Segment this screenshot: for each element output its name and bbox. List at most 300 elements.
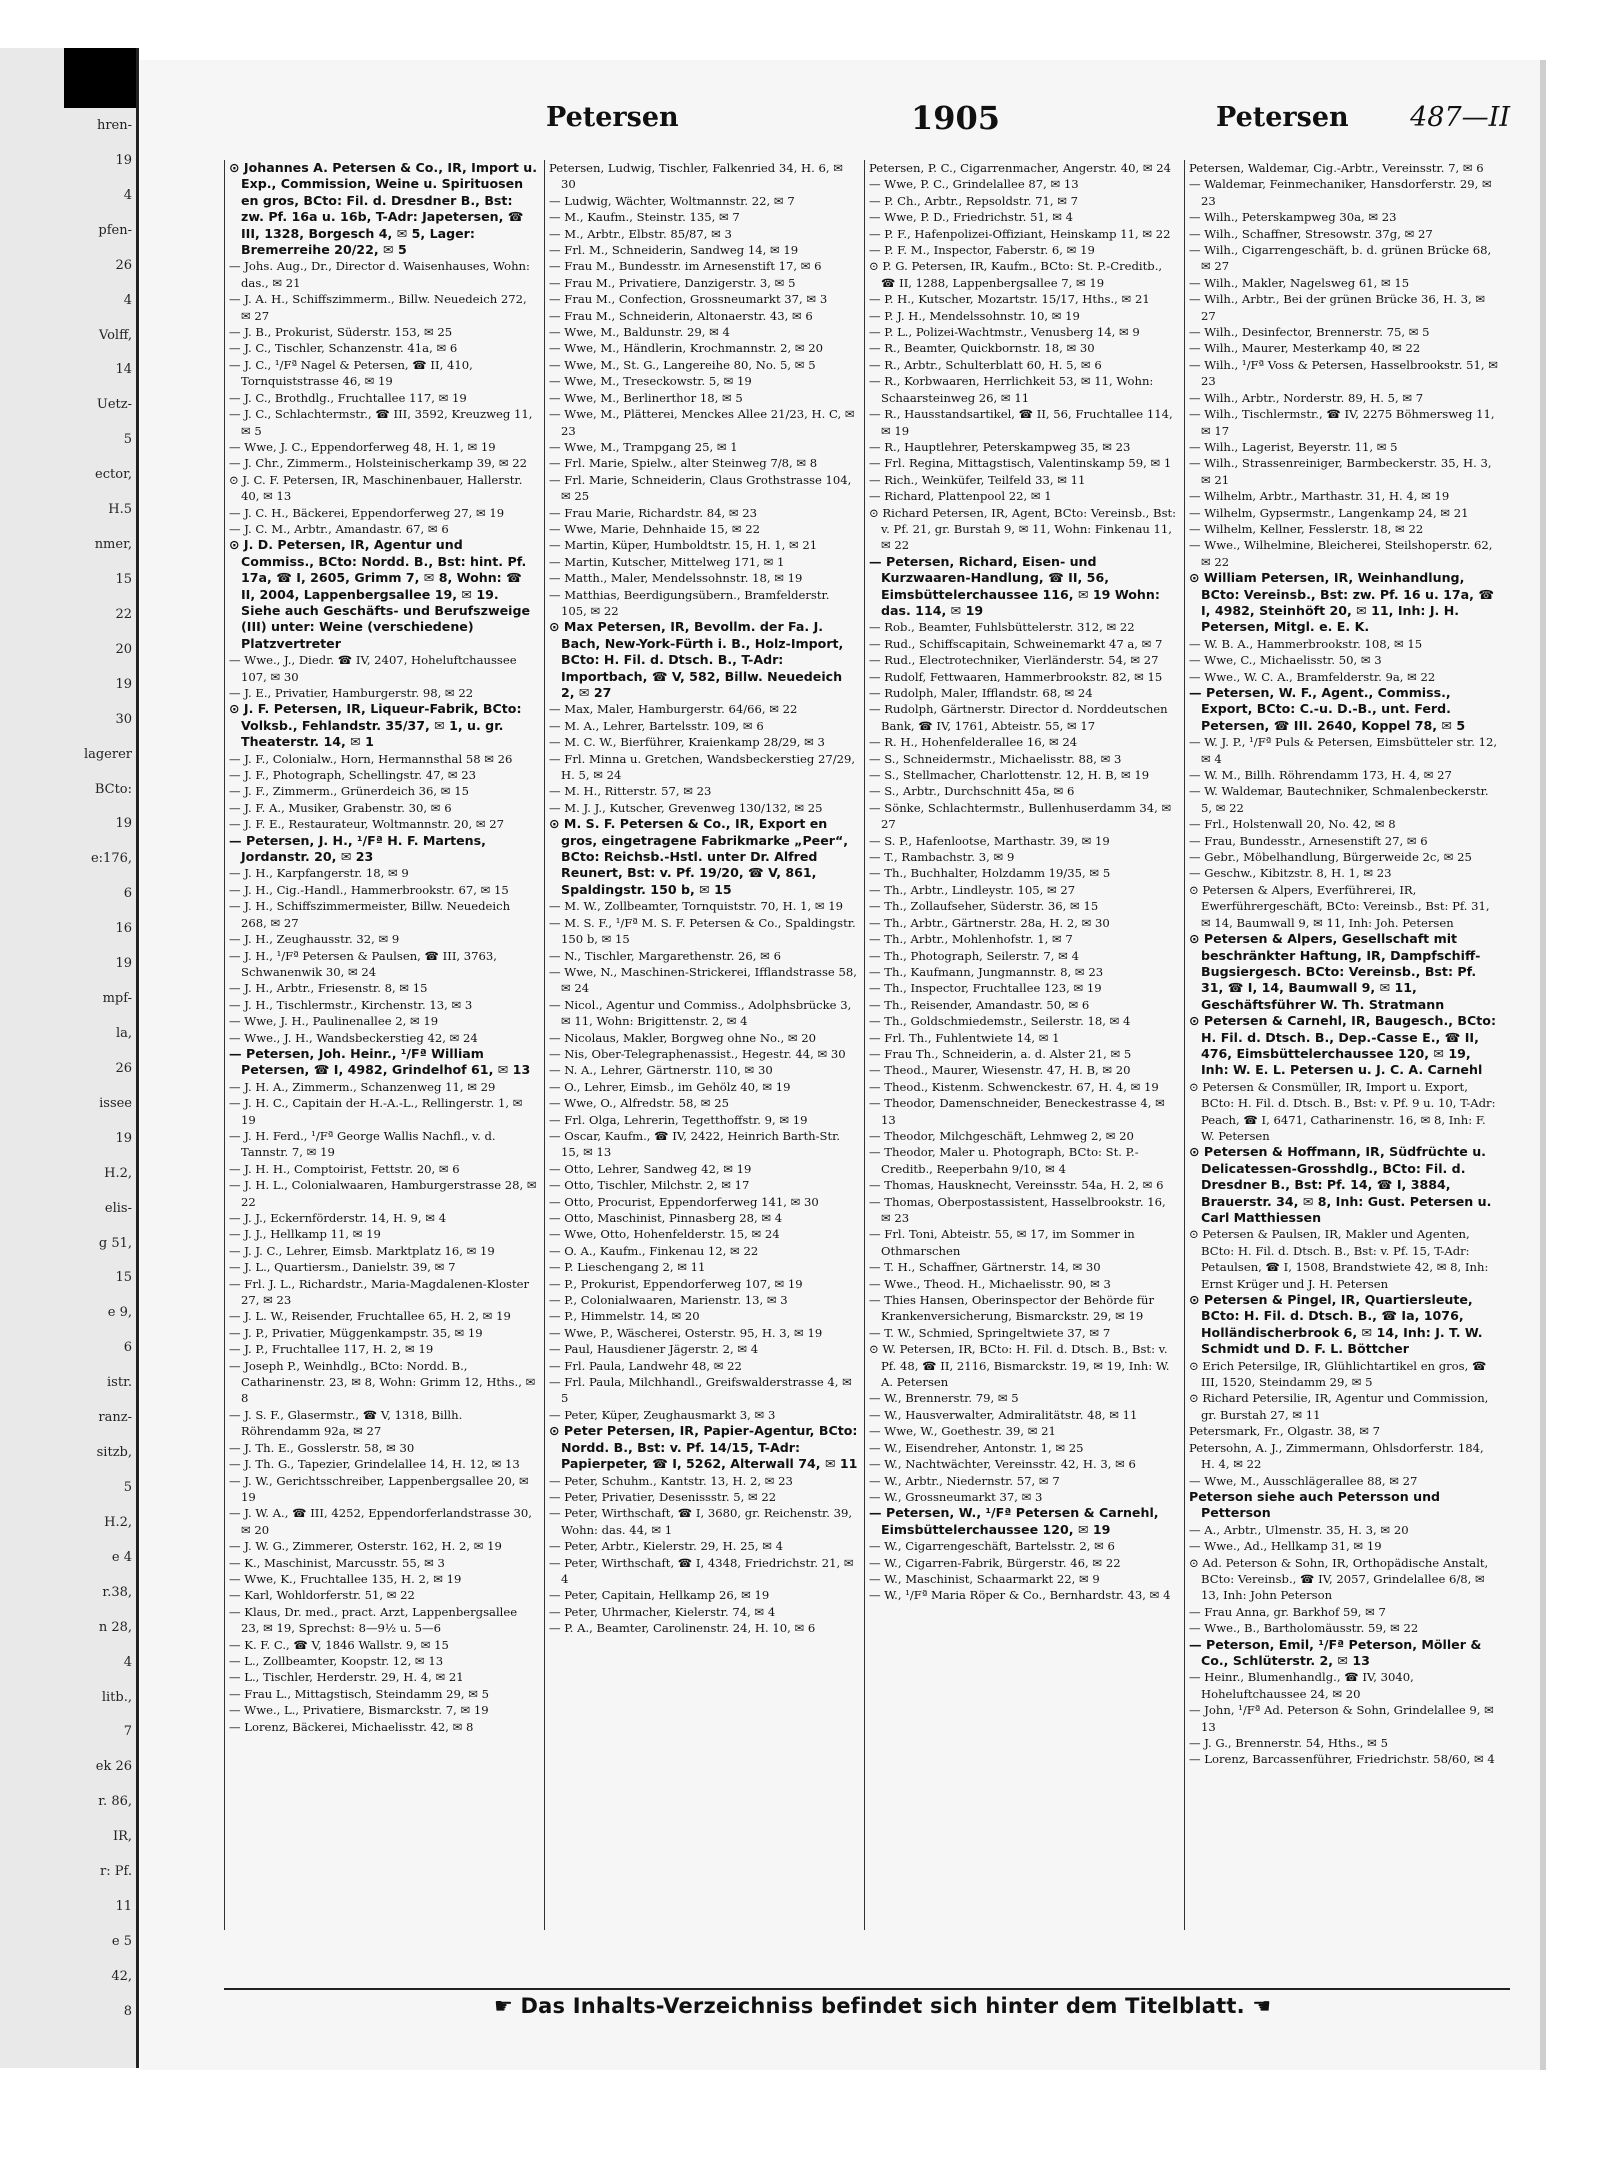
directory-entry: — Matth., Maler, Mendelssohnstr. 18, ✉ 19: [549, 571, 803, 586]
adjacent-page-fragment: 42,: [111, 1968, 132, 1984]
directory-entry: — J. A. H., Schiffszimmerm., Billw. Neuedeich 272, ✉ 27: [229, 292, 527, 323]
adjacent-page-fragment: Volff,: [98, 327, 132, 343]
directory-entry: — W. Waldemar, Bautechniker, Schmalenbeckerstr. 5, ✉ 22: [1189, 784, 1489, 815]
directory-entry: — Petersen, W., ¹/Fª Petersen & Carnehl, Eimsbüttelerchaussee 120, ✉ 19: [869, 1505, 1159, 1537]
directory-entry: — Petersen, Joh. Heinr., ¹/Fª William Petersen, ☎ I, 4982, Grindelhof 61, ✉ 13: [229, 1045, 531, 1078]
adjacent-page-fragment: ek 26: [95, 1759, 132, 1775]
adjacent-page-fragment: BCto:: [94, 781, 132, 797]
directory-entry: — Wilhelm, Gypsermstr., Langenkamp 24, ✉ 21: [1189, 505, 1469, 520]
directory-entry: — Wwe., B., Bartholomäusstr. 59, ✉ 22: [1189, 1621, 1419, 1636]
directory-entry: — Wwe, O., Alfredstr. 58, ✉ 25: [549, 1096, 729, 1111]
directory-entry: — J. H., ¹/Fª Petersen & Paulsen, ☎ III, 3763, Schwanenwik 30, ✉ 24: [229, 948, 497, 979]
directory-entry: — Max, Maler, Hamburgerstr. 64/66, ✉ 22: [549, 702, 798, 717]
directory-entry: — Peter, Privatier, Desenissstr. 5, ✉ 22: [549, 1489, 777, 1504]
directory-entry: — J. W. A., ☎ III, 4252, Eppendorferlandstrasse 30, ✉ 20: [229, 1506, 532, 1537]
directory-entry: — Peter, Wirthschaft, ☎ I, 4348, Friedrichstr. 21, ✉ 4: [549, 1555, 854, 1586]
adjacent-page-fragment: nmer,: [94, 537, 132, 553]
directory-entry: — Wilh., Arbtr., Norderstr. 89, H. 5, ✉ 7: [1189, 390, 1424, 405]
adjacent-page-fragment: 6: [123, 886, 132, 902]
directory-entry: — J. L. W., Reisender, Fruchtallee 65, H. 2, ✉ 19: [229, 1309, 511, 1324]
directory-entry: — W. B. A., Hammerbrookstr. 108, ✉ 15: [1189, 636, 1423, 651]
directory-entry: — Lorenz, Barcassenführer, Friedrichstr. 58/60, ✉ 4: [1189, 1752, 1495, 1767]
directory-entry: — W., Cigarrengeschäft, Bartelsstr. 2, ✉ 6: [869, 1539, 1115, 1554]
directory-entry: — J. B., Prokurist, Süderstr. 153, ✉ 25: [229, 325, 453, 340]
directory-entry: — Sönke, Schlachtermstr., Bullenhuserdamm 34, ✉ 27: [869, 800, 1172, 832]
directory-entry: — J. C. H., Bäckerei, Eppendorferweg 27, ✉ 19: [229, 505, 505, 520]
directory-entry: — Rudolph, Gärtnerstr. Director d. Norddeutschen Bank, ☎ IV, 1761, Abteistr. 55, ✉ 17: [869, 702, 1168, 733]
adjacent-page-fragment: 4: [123, 187, 132, 203]
directory-entry: — W., Maschinist, Schaarmarkt 22, ✉ 9: [869, 1571, 1100, 1586]
directory-entry: — M. S. F., ¹/Fª M. S. F. Petersen & Co., Spaldingstr. 150 b, ✉ 15: [549, 915, 856, 947]
adjacent-page-fragment: r.38,: [102, 1584, 132, 1600]
adjacent-page-fragment: 30: [115, 711, 132, 727]
directory-entry: — W., Cigarren-Fabrik, Bürgerstr. 46, ✉ 22: [869, 1555, 1121, 1570]
directory-entry: — Wwe., Theod. H., Michaelisstr. 90, ✉ 3: [869, 1276, 1111, 1291]
directory-entry: — S., Stellmacher, Charlottenstr. 12, H. B, ✉ 19: [869, 768, 1150, 783]
directory-entry: — P. A., Beamter, Carolinenstr. 24, H. 10, ✉ 6: [549, 1621, 816, 1636]
directory-entry: — Wwe., Ad., Hellkamp 31, ✉ 19: [1189, 1539, 1382, 1554]
directory-entry: — Joseph P., Weinhdlg., BCto: Nordd. B., Catharinenstr. 23, ✉ 8, Wohn: Grimm 12, Hths., ✉ 8: [229, 1358, 536, 1406]
column-4: [1184, 160, 1502, 1930]
directory-entry: — Wilh., Cigarrengeschäft, b. d. grünen Brücke 68, ✉ 27: [1189, 243, 1492, 274]
directory-entry: ⊙ Richard Petersilie, IR, Agentur und Commission, gr. Burstah 27, ✉ 11: [1189, 1391, 1489, 1422]
adjacent-page-fragment: n 28,: [98, 1619, 132, 1635]
directory-entry: — Frau M., Confection, Grossneumarkt 37, ✉ 3: [549, 292, 828, 307]
directory-entry: — Frl. Marie, Schneiderin, Claus Grothstrasse 104, ✉ 25: [549, 472, 852, 504]
directory-entry: — P. Ch., Arbtr., Repsoldstr. 71, ✉ 7: [869, 193, 1079, 208]
directory-entry: — J. C. M., Arbtr., Amandastr. 67, ✉ 6: [229, 521, 449, 536]
directory-page: [140, 60, 1546, 2070]
directory-entry: — O. A., Kaufm., Finkenau 12, ✉ 22: [549, 1243, 759, 1258]
directory-entry: — Frl. M., Schneiderin, Sandweg 14, ✉ 19: [549, 243, 799, 258]
directory-entry: — Rudolph, Maler, Ifflandstr. 68, ✉ 24: [869, 686, 1093, 700]
directory-entry: — J. H., Zeughausstr. 32, ✉ 9: [229, 932, 400, 947]
directory-entry: ⊙ Petersen & Pingel, IR, Quartiersleute, BCto: H. Fil. d. Dtsch. B., ☎ Ia, 1076, Holländischerbrook 6, ✉ 14, Inh: J. T. W. Schmidt und D. F. L. Böttcher: [1189, 1292, 1483, 1357]
directory-entry: — Gebr., Möbelhandlung, Bürgerweide 2c, ✉ 25: [1189, 850, 1472, 865]
directory-entry: — Frau Th., Schneiderin, a. d. Alster 21, ✉ 5: [869, 1046, 1132, 1061]
directory-entry: — Oscar, Kaufm., ☎ IV, 2422, Heinrich Barth-Str. 15, ✉ 13: [549, 1128, 841, 1160]
directory-entry: — M. W., Zollbeamter, Tornquiststr. 70, H. 1, ✉ 19: [549, 899, 844, 914]
directory-entry: — P. L., Polizei-Wachtmstr., Venusberg 14, ✉ 9: [869, 325, 1140, 340]
directory-entry: — P. J. H., Mendelssohnstr. 10, ✉ 19: [869, 308, 1080, 323]
directory-entry: — Th., Kaufmann, Jungmannstr. 8, ✉ 23: [869, 964, 1104, 979]
directory-entry: — P. Lieschengang 2, ✉ 11: [549, 1260, 706, 1275]
directory-entry: ⊙ M. S. F. Petersen & Co., IR, Export en gros, eingetragene Fabrikmarke „Peer“, BCto: Reichsb.-Hstl. unter Dr. Alfred Reunert, Bst: v. Pf. 19/20, ☎ V, 861, Spaldingstr. 150 b, ✉ 15: [549, 816, 849, 897]
directory-entry: — T., Rambachstr. 3, ✉ 9: [869, 850, 1015, 865]
directory-entry: — Frl. Minna u. Gretchen, Wandsbeckerstieg 27/29, H. 5, ✉ 24: [549, 751, 856, 783]
directory-entry: — Frau L., Mittagstisch, Steindamm 29, ✉ 5: [229, 1686, 490, 1701]
adjacent-page-fragment: 5: [123, 432, 132, 448]
directory-entry: ⊙ W. Petersen, IR, BCto: H. Fil. d. Dtsch. B., Bst: v. Pf. 48, ☎ II, 2116, Bismarckstr. 19, ✉ 19, Inh: W. A. Petersen: [869, 1342, 1170, 1390]
directory-entry: ⊙ J. F. Petersen, IR, Liqueur-Fabrik, BCto: Volksb., Fehlandstr. 35/37, ✉ 1, u. gr. Theaterstr. 14, ✉ 1: [229, 701, 522, 750]
directory-entry: — Lorenz, Bäckerei, Michaelisstr. 42, ✉ 8: [229, 1719, 474, 1734]
directory-entry: — Rich., Weinküfer, Teilfeld 33, ✉ 11: [869, 472, 1086, 487]
adjacent-page-fragment: 19: [115, 152, 132, 168]
directory-entry: — Richard, Plattenpool 22, ✉ 1: [869, 489, 1052, 504]
directory-entry: — Peter, Capitain, Hellkamp 26, ✉ 19: [549, 1588, 770, 1603]
directory-entry: — R., Beamter, Quickbornstr. 18, ✉ 30: [869, 341, 1095, 356]
directory-entry: Petersen, P. C., Cigarrenmacher, Angerstr. 40, ✉ 24: [869, 161, 1172, 175]
directory-entry: — Thomas, Hausknecht, Vereinsstr. 54a, H. 2, ✉ 6: [869, 1178, 1164, 1193]
directory-entry: — K. F. C., ☎ V, 1846 Wallstr. 9, ✉ 15: [229, 1637, 449, 1652]
directory-entry: — Wilh., Arbtr., Bei der grünen Brücke 36, H. 3, ✉ 27: [1189, 292, 1486, 323]
directory-entry: — Frl. Marie, Spielw., alter Steinweg 7/8, ✉ 8: [549, 456, 818, 471]
directory-entry: — Rud., Electrotechniker, Vierländerstr. 54, ✉ 27: [869, 653, 1159, 668]
directory-entry: — Geschw., Kibitzstr. 8, H. 1, ✉ 23: [1189, 866, 1392, 881]
adjacent-page-fragment: 5: [123, 1480, 132, 1496]
directory-entry: — R., Arbtr., Schulterblatt 60, H. 5, ✉ 6: [869, 357, 1102, 372]
adjacent-page-fragment: la,: [115, 1026, 132, 1041]
directory-entry: ⊙ Johannes A. Petersen & Co., IR, Import u. Exp., Commission, Weine u. Spirituosen en gros, BCto: Fil. d. Dresdner B., Bst: zw. Pf. 16a u. 16b, T-Adr: Japetersen, ☎ III, 1328, Borgesch 4, ✉ 5, Lager: Bremerreihe 20/22, ✉ 5: [229, 160, 538, 258]
directory-entry: — S. P., Hafenlootse, Marthastr. 39, ✉ 19: [869, 833, 1110, 848]
directory-entry: — Frl. J. L., Richardstr., Maria-Magdalenen-Kloster 27, ✉ 23: [229, 1276, 530, 1308]
directory-entry: — Wwe., L., Privatiere, Bismarckstr. 7, ✉ 19: [229, 1703, 489, 1718]
directory-entry: — Waldemar, Feinmechaniker, Hansdorferstr. 29, ✉ 23: [1189, 177, 1492, 208]
directory-entry: — Wwe, P. D., Friedrichstr. 51, ✉ 4: [869, 210, 1074, 225]
directory-entry: — T. W., Schmied, Springeltwiete 37, ✉ 7: [869, 1325, 1111, 1340]
running-head-right: Petersen: [1216, 102, 1349, 133]
directory-entry: — O., Lehrer, Eimsb., im Gehölz 40, ✉ 19: [549, 1079, 791, 1094]
directory-entry: — W. J. P., ¹/Fª Puls & Petersen, Eimsbütteler str. 12, ✉ 4: [1189, 735, 1498, 766]
adjacent-page-fragment: 19: [115, 676, 132, 692]
directory-entry: — Peter, Schuhm., Kantstr. 13, H. 2, ✉ 23: [549, 1473, 793, 1488]
directory-entry: ⊙ Petersen & Consmüller, IR, Import u. Export, BCto: H. Fil. d. Dtsch. B., Bst: v. Pf. 9 u. 10, T-Adr: Peach, ☎ I, 6471, Catharinenstr. 16, ✉ 8, Inh: F. W. Petersen: [1189, 1079, 1496, 1143]
directory-entry: — Theod., Maurer, Wiesenstr. 47, H. B, ✉ 20: [869, 1063, 1131, 1078]
adjacent-page-fragment: e:176,: [90, 851, 132, 867]
directory-entry: — Thies Hansen, Oberinspector der Behörde für Krankenversicherung, Bismarckstr. 29, ✉ 19: [869, 1293, 1155, 1324]
directory-entry: — Heinr., Blumenhandlg., ☎ IV, 3040, Hoheluftchaussee 24, ✉ 20: [1189, 1670, 1414, 1701]
directory-entry: — Wwe, M., Trampgang 25, ✉ 1: [549, 439, 738, 454]
adjacent-page-fragment: e 5: [111, 1934, 132, 1950]
adjacent-page-fragment: issee: [99, 1095, 132, 1111]
directory-entry: — Wwe, W., Goethestr. 39, ✉ 21: [869, 1424, 1056, 1439]
directory-entry: — Th., Reisender, Amandastr. 50, ✉ 6: [869, 997, 1090, 1012]
directory-entry: — Frau M., Privatiere, Danzigerstr. 3, ✉ 5: [549, 275, 796, 290]
column-2: [544, 160, 862, 1930]
directory-entry: — Frl., Holstenwall 20, No. 42, ✉ 8: [1189, 817, 1396, 832]
directory-entry: — Martin, Küper, Humboldtstr. 15, H. 1, ✉ 21: [549, 538, 818, 553]
directory-entry: — W., Nachtwächter, Vereinsstr. 42, H. 3, ✉ 6: [869, 1457, 1136, 1472]
directory-entry: — Wwe., J. H., Wandsbeckerstieg 42, ✉ 24: [229, 1030, 478, 1045]
adjacent-page-fragment: 4: [123, 292, 132, 308]
adjacent-page-fragment: lagerer: [83, 746, 132, 762]
directory-entry: — T. H., Schaffner, Gärtnerstr. 14, ✉ 30: [869, 1260, 1101, 1275]
directory-entry: — Peter, Uhrmacher, Kielerstr. 74, ✉ 4: [549, 1604, 776, 1619]
column-3: [864, 160, 1182, 1930]
directory-entry: — J. H. A., Zimmerm., Schanzenweg 11, ✉ 29: [229, 1079, 496, 1094]
directory-columns: [224, 160, 1504, 1930]
directory-entry: — K., Maschinist, Marcusstr. 55, ✉ 3: [229, 1555, 445, 1570]
adjacent-page-fragment: g 51,: [98, 1235, 132, 1251]
adjacent-page-fragment: 8: [123, 2003, 132, 2019]
directory-entry: — Wwe, Marie, Dehnhaide 15, ✉ 22: [549, 521, 761, 536]
directory-entry: ⊙ Ad. Peterson & Sohn, IR, Orthopädische Anstalt, BCto: Vereinsb., ☎ IV, 2057, Grindelallee 6/8, ✉ 13, Inh: John Peterson: [1189, 1555, 1489, 1603]
adjacent-page-fragment: istr.: [107, 1375, 132, 1391]
directory-entry: — Peter, Arbtr., Kielerstr. 29, H. 25, ✉ 4: [549, 1539, 783, 1554]
directory-entry: — Th., Zollaufseher, Süderstr. 36, ✉ 15: [869, 899, 1099, 914]
directory-entry: — J. S. F., Glasermstr., ☎ V, 1318, Billh. Röhrendamm 92a, ✉ 27: [229, 1407, 463, 1439]
adjacent-page-fragment: mpf-: [102, 991, 132, 1007]
directory-entry: — Wwe., W. C. A., Bramfelderstr. 9a, ✉ 22: [1189, 669, 1436, 684]
directory-entry: ⊙ Richard Petersen, IR, Agent, BCto: Vereinsb., Bst: v. Pf. 21, gr. Burstah 9, ✉ 11, Wohn: Finkenau 11, ✉ 22: [869, 505, 1177, 553]
directory-entry: — J. F. E., Restaurateur, Woltmannstr. 20, ✉ 27: [229, 817, 505, 832]
directory-entry: ⊙ Peter Petersen, IR, Papier-Agentur, BCto: Nordd. B., Bst: v. Pf. 14/15, T-Adr: Papierpeter, ☎ I, 5262, Alterwall 74, ✉ 11: [549, 1423, 858, 1472]
directory-entry: — Th., Inspector, Fruchtallee 123, ✉ 19: [869, 981, 1102, 996]
directory-entry: ⊙ Erich Petersilge, IR, Glühlichtartikel en gros, ☎ III, 1520, Steindamm 29, ✉ 5: [1189, 1358, 1487, 1390]
directory-entry: ⊙ Petersen & Paulsen, IR, Makler und Agenten, BCto: H. Fil. d. Dtsch. B., Bst: v. Pf. 15, T-Adr: Petaulsen, ☎ I, 1508, Brandstwiete 42, ✉ 8, Inh: Ernst Krüger und J. H. Petersen: [1189, 1227, 1489, 1291]
directory-entry: — M., Arbtr., Elbstr. 85/87, ✉ 3: [549, 226, 732, 241]
directory-entry: — Theodor, Maler u. Photograph, BCto: St. P.-Creditb., Reeperbahn 9/10, ✉ 4: [869, 1145, 1139, 1176]
directory-entry: — J. Th. G., Tapezier, Grindelallee 14, H. 12, ✉ 13: [229, 1457, 520, 1472]
adjacent-page-fragment: 6: [123, 1340, 132, 1356]
directory-entry: — M. H., Ritterstr. 57, ✉ 23: [549, 784, 712, 799]
directory-entry: — Paul, Hausdiener Jägerstr. 2, ✉ 4: [549, 1342, 759, 1357]
adjacent-page-fragment: 4: [123, 1654, 132, 1670]
adjacent-page-fragment: pfen-: [98, 222, 132, 238]
directory-entry: ⊙ Max Petersen, IR, Bevollm. der Fa. J. Bach, New-York-Fürth i. B., Holz-Import, BCto: H. Fil. d. Dtsch. B., T-Adr: Importbach, ☎ V, 582, Billw. Neuedeich 2, ✉ 27: [549, 619, 844, 700]
adjacent-page-fragment: e 4: [111, 1549, 132, 1565]
directory-entry: — R., Hauptlehrer, Peterskampweg 35, ✉ 23: [869, 439, 1131, 454]
directory-entry: — Wilh., Strassenreiniger, Barmbeckerstr. 35, H. 3, ✉ 21: [1189, 456, 1492, 487]
page-header: [236, 99, 1510, 142]
directory-entry: — J. H. Ferd., ¹/Fª George Wallis Nachfl., v. d. Tannstr. 7, ✉ 19: [229, 1128, 496, 1160]
directory-entry: — P. H., Kutscher, Mozartstr. 15/17, Hths., ✉ 21: [869, 292, 1150, 307]
directory-entry: — J. H., Karpfangerstr. 18, ✉ 9: [229, 866, 409, 881]
directory-entry: — Wwe., J., Diedr. ☎ IV, 2407, Hoheluftchaussee 107, ✉ 30: [229, 653, 517, 684]
adjacent-page-fragment: sitzb,: [96, 1445, 132, 1461]
directory-entry: Petersmark, Fr., Olgastr. 38, ✉ 7: [1189, 1424, 1381, 1439]
directory-entry: — Wwe, P., Wäscherei, Osterstr. 95, H. 3, ✉ 19: [549, 1325, 823, 1340]
directory-entry: — Frl. Paula, Landwehr 48, ✉ 22: [549, 1358, 742, 1373]
directory-entry: — Frl. Th., Fuhlentwiete 14, ✉ 1: [869, 1030, 1060, 1045]
adjacent-page-fragment: ranz-: [98, 1410, 132, 1426]
directory-entry: — Karl, Wohldorferstr. 51, ✉ 22: [229, 1588, 415, 1603]
directory-entry: — Petersen, W. F., Agent., Commiss., Export, BCto: C.-u. D.-B., unt. Ferd. Petersen, ☎ III. 2640, Koppel 78, ✉ 5: [1189, 685, 1466, 733]
directory-entry: — Wwe, C., Michaelisstr. 50, ✉ 3: [1189, 653, 1382, 668]
directory-entry: — Wwe, M., Plätterei, Menckes Allee 21/23, H. C, ✉ 23: [549, 407, 855, 438]
directory-entry: — Frl. Paula, Milchhandl., Greifswalderstrasse 4, ✉ 5: [549, 1375, 852, 1406]
directory-entry: ⊙ Petersen & Hoffmann, IR, Südfrüchte u. Delicatessen-Grosshdlg., BCto: Fil. d. Dresdner B., Bst: Pf. 14, ☎ I, 3884, Brauerstr. 34, ✉ 8, Inh: Gust. Petersen u. Carl Matthiessen: [1189, 1144, 1492, 1225]
directory-entry: — Frau M., Bundesstr. im Arnesenstift 17, ✉ 6: [549, 259, 822, 274]
directory-entry: — J. Chr., Zimmerm., Holsteinischerkamp 39, ✉ 22: [229, 456, 528, 471]
directory-entry: — Wwe, P. C., Grindelallee 87, ✉ 13: [869, 177, 1079, 192]
directory-entry: — J. W. G., Zimmerer, Osterstr. 162, H. 2, ✉ 19: [229, 1539, 502, 1554]
directory-entry: — Thomas, Oberpostassistent, Hasselbrookstr. 16, ✉ 23: [869, 1194, 1166, 1225]
directory-entry: — Wwe, N., Maschinen-Strickerei, Ifflandstrasse 58, ✉ 24: [549, 964, 857, 996]
adjacent-page-fragment: 14: [115, 362, 132, 378]
directory-entry: — N. A., Lehrer, Gärtnerstr. 110, ✉ 30: [549, 1063, 773, 1078]
directory-entry: — J. F., Zimmerm., Grünerdeich 36, ✉ 15: [229, 784, 469, 799]
adjacent-page-fragment: 15: [115, 1270, 132, 1286]
adjacent-page-fragment: e 9,: [107, 1305, 132, 1321]
directory-entry: ⊙ P. G. Petersen, IR, Kaufm., BCto: St. P.-Creditb., ☎ II, 1288, Lappenbergsallee 7, ✉ 19: [869, 259, 1163, 290]
page-footer: [224, 1988, 1510, 2020]
directory-entry: — W., Hausverwalter, Admiralitätstr. 48, ✉ 11: [869, 1407, 1138, 1422]
adjacent-page-fragment: r. 86,: [98, 1794, 132, 1810]
directory-entry: — Wilh., Maurer, Mesterkamp 40, ✉ 22: [1189, 341, 1421, 356]
directory-entry: — Otto, Maschinist, Pinnasberg 28, ✉ 4: [549, 1211, 783, 1225]
directory-entry: — John, ¹/Fª Ad. Peterson & Sohn, Grindelallee 9, ✉ 13: [1189, 1703, 1494, 1734]
directory-entry: — Otto, Tischler, Milchstr. 2, ✉ 17: [549, 1178, 750, 1193]
adjacent-page-fragment: 19: [115, 816, 132, 832]
directory-entry: — Rob., Beamter, Fuhlsbüttelerstr. 312, ✉ 22: [869, 620, 1135, 635]
adjacent-page-strip: [0, 48, 139, 2068]
directory-entry: — P., Prokurist, Eppendorferweg 107, ✉ 19: [549, 1276, 803, 1291]
directory-entry: — N., Tischler, Margarethenstr. 26, ✉ 6: [549, 948, 781, 963]
directory-entry: — Wwe, M., Ausschlägerallee 88, ✉ 27: [1189, 1473, 1418, 1488]
directory-entry: — Th., Goldschmiedemstr., Seilerstr. 18, ✉ 4: [869, 1014, 1131, 1029]
directory-entry: — Klaus, Dr. med., pract. Arzt, Lappenbergsallee 23, ✉ 19, Sprechst: 8—9½ u. 5—6: [229, 1604, 518, 1636]
directory-entry: — Th., Photograph, Seilerstr. 7, ✉ 4: [869, 948, 1079, 963]
adjacent-page-fragment: 26: [115, 1060, 132, 1076]
directory-entry: — Otto, Lehrer, Sandweg 42, ✉ 19: [549, 1161, 752, 1176]
directory-entry: — M. C. W., Bierführer, Kraienkamp 28/29, ✉ 3: [549, 735, 825, 750]
directory-entry: — W. M., Billh. Röhrendamm 173, H. 4, ✉ 27: [1189, 768, 1452, 783]
directory-entry: — Wilh., Schaffner, Stresowstr. 37g, ✉ 27: [1189, 226, 1433, 241]
directory-entry: — W., Eisendreher, Antonstr. 1, ✉ 25: [869, 1440, 1084, 1455]
directory-entry: — W., ¹/Fª Maria Röper & Co., Bernhardstr. 43, ✉ 4: [869, 1588, 1171, 1603]
directory-entry: — Frau Anna, gr. Barkhof 59, ✉ 7: [1189, 1604, 1386, 1619]
directory-entry: — A., Arbtr., Ulmenstr. 35, H. 3, ✉ 20: [1189, 1522, 1409, 1537]
directory-entry: — P. F., Hafenpolizei-Offiziant, Heinskamp 11, ✉ 22: [869, 226, 1171, 241]
directory-entry: — P., Colonialwaaren, Marienstr. 13, ✉ 3: [549, 1293, 788, 1308]
directory-entry: — L., Zollbeamter, Koopstr. 12, ✉ 13: [229, 1653, 444, 1668]
directory-entry: — J. P., Privatier, Müggenkampstr. 35, ✉ 19: [229, 1325, 483, 1340]
directory-entry: — Wilh., Lagerist, Beyerstr. 11, ✉ 5: [1189, 439, 1398, 454]
directory-entry: — J. H., Arbtr., Friesenstr. 8, ✉ 15: [229, 981, 428, 996]
directory-entry: — Peter, Küper, Zeughausmarkt 3, ✉ 3: [549, 1407, 776, 1422]
directory-entry: — Matthias, Beerdigungsübern., Bramfelderstr. 105, ✉ 22: [549, 587, 830, 618]
directory-entry: — Otto, Procurist, Eppendorferweg 141, ✉ 30: [549, 1194, 819, 1209]
directory-entry: — J. C., Schlachtermstr., ☎ III, 3592, Kreuzweg 11, ✉ 5: [229, 407, 533, 438]
directory-entry: — Frau M., Schneiderin, Altonaerstr. 43, ✉ 6: [549, 308, 813, 323]
adjacent-page-fragment: H.5: [108, 502, 132, 518]
directory-entry: — J. H. C., Capitain der H.-A.-L., Rellingerstr. 1, ✉ 19: [229, 1096, 523, 1127]
running-head-year: 1905: [911, 99, 1001, 137]
directory-entry: — Peterson, Emil, ¹/Fª Peterson, Möller & Co., Schlüterstr. 2, ✉ 13: [1189, 1636, 1482, 1668]
directory-entry: — Martin, Kutscher, Mittelweg 171, ✉ 1: [549, 554, 785, 569]
directory-entry: — Wwe, M., Baldunstr. 29, ✉ 4: [549, 325, 730, 340]
directory-entry: — J. J., Hellkamp 11, ✉ 19: [229, 1227, 381, 1242]
directory-entry: — Frau Marie, Richardstr. 84, ✉ 23: [549, 505, 757, 520]
adjacent-page-fragment: hren-: [96, 118, 132, 133]
directory-entry: — R. H., Hohenfelderallee 16, ✉ 24: [869, 735, 1078, 750]
column-1: [224, 160, 542, 1930]
directory-entry: — P., Himmelstr. 14, ✉ 20: [549, 1309, 700, 1324]
directory-entry: — J. W., Gerichtsschreiber, Lappenbergsallee 20, ✉ 19: [229, 1473, 529, 1504]
directory-entry: — Th., Arbtr., Lindleystr. 105, ✉ 27: [869, 882, 1076, 897]
directory-entry: — Theodor, Damenschneider, Beneckestrasse 4, ✉ 13: [869, 1096, 1165, 1127]
directory-entry: — Wwe, J. C., Eppendorferweg 48, H. 1, ✉ 19: [229, 439, 496, 454]
directory-entry: — Th., Arbtr., Gärtnerstr. 28a, H. 2, ✉ 30: [869, 915, 1110, 930]
directory-entry: — P. F. M., Inspector, Faberstr. 6, ✉ 19: [869, 243, 1095, 258]
directory-entry: — J. H., Tischlermstr., Kirchenstr. 13, ✉ 3: [229, 997, 473, 1012]
directory-entry: — J. E., Privatier, Hamburgerstr. 98, ✉ 22: [229, 686, 474, 700]
directory-entry: — Peter, Wirthschaft, ☎ I, 3680, gr. Reichenstr. 39, Wohn: das. 44, ✉ 1: [549, 1506, 853, 1537]
directory-entry: — Theod., Kistenm. Schwenckestr. 67, H. 4, ✉ 19: [869, 1079, 1159, 1094]
index-notice: ☛ Das Inhalts-Verzeichniss befindet sich hinter dem Titelblatt. ☚: [494, 1994, 1271, 2018]
directory-entry: — W., Grossneumarkt 37, ✉ 3: [869, 1489, 1043, 1504]
directory-entry: — Frl. Regina, Mittagstisch, Valentinskamp 59, ✉ 1: [869, 456, 1172, 471]
directory-entry: — Wilh., Peterskampweg 30a, ✉ 23: [1189, 210, 1397, 225]
directory-entry: — Wilhelm, Arbtr., Marthastr. 31, H. 4, ✉ 19: [1189, 489, 1450, 504]
adjacent-page-fragment: 11: [115, 1899, 132, 1915]
adjacent-page-fragment: 26: [115, 257, 132, 273]
directory-entry: — M., Kaufm., Steinstr. 135, ✉ 7: [549, 210, 740, 225]
directory-entry: — Frl. Toni, Abteistr. 55, ✉ 17, im Sommer in Othmarschen: [869, 1227, 1135, 1258]
directory-entry: — J. H. H., Comptoirist, Fettstr. 20, ✉ 6: [229, 1161, 460, 1176]
directory-entry: — Frau, Bundesstr., Arnesenstift 27, ✉ 6: [1189, 833, 1428, 848]
directory-entry: — Nicolaus, Makler, Borgweg ohne No., ✉ 20: [549, 1030, 816, 1045]
adjacent-page-fragment: elis-: [104, 1200, 132, 1216]
directory-entry: — Wwe, Otto, Hohenfelderstr. 15, ✉ 24: [549, 1227, 780, 1242]
adjacent-page-fragment: 22: [115, 606, 132, 622]
directory-entry: — J. H. L., Colonialwaaren, Hamburgerstrasse 28, ✉ 22: [229, 1178, 537, 1209]
directory-entry: — Wwe, M., Händlerin, Krochmannstr. 2, ✉ 20: [549, 341, 823, 356]
directory-entry: Petersohn, A. J., Zimmermann, Ohlsdorferstr. 184, H. 4, ✉ 22: [1189, 1440, 1484, 1472]
directory-entry: — J. G., Brennerstr. 54, Hths., ✉ 5: [1189, 1736, 1388, 1750]
adjacent-page-fragment: 19: [115, 1130, 132, 1146]
directory-entry: ⊙ Petersen & Alpers, Everführerei, IR, Ewerführergeschäft, BCto: Vereinsb., Bst: Pf. 31, ✉ 14, Baumwall 9, ✉ 11, Inh: Joh. Petersen: [1189, 882, 1490, 930]
directory-entry: — Petersen, Richard, Eisen- und Kurzwaaren-Handlung, ☎ II, 56, Eimsbüttelerchaussee 116, ✉ 19 Wohn: das. 114, ✉ 19: [869, 553, 1160, 618]
adjacent-page-fragment: 7: [123, 1724, 132, 1740]
directory-entry: — W., Brennerstr. 79, ✉ 5: [869, 1391, 1019, 1406]
directory-entry: — J. J., Eckernförderstr. 14, H. 9, ✉ 4: [229, 1211, 447, 1225]
directory-entry: — J. F., Colonialw., Horn, Hermannsthal 58 ✉ 26: [229, 751, 513, 766]
directory-entry: — J. C., Brothdlg., Fruchtallee 117, ✉ 19: [229, 390, 467, 405]
adjacent-page-fragment: 20: [115, 641, 132, 657]
directory-entry: — M. J. J., Kutscher, Grevenweg 130/132, ✉ 25: [549, 800, 823, 815]
directory-entry: — Th., Arbtr., Mohlenhofstr. 1, ✉ 7: [869, 932, 1073, 947]
directory-entry: — J. Th. E., Gosslerstr. 58, ✉ 30: [229, 1440, 415, 1455]
adjacent-page-fragment: Uetz-: [96, 397, 132, 413]
directory-entry: Petersen, Ludwig, Tischler, Falkenried 34, H. 6, ✉ 30: [549, 161, 843, 192]
directory-entry: — W., Arbtr., Niedernstr. 57, ✉ 7: [869, 1473, 1060, 1488]
adjacent-page-fragment: 19: [115, 956, 132, 972]
directory-entry: — L., Tischler, Herderstr. 29, H. 4, ✉ 21: [229, 1670, 464, 1685]
directory-entry: ⊙ William Petersen, IR, Weinhandlung, BCto: Vereinsb., Bst: zw. Pf. 16 u. 17a, ☎ I, 4982, Steinhöft 20, ✉ 11, Inh: J. H. Petersen, Mitgl. e. E. K.: [1189, 570, 1495, 635]
running-head-left: Petersen: [546, 102, 679, 133]
directory-entry: — S., Arbtr., Durchschnitt 45a, ✉ 6: [869, 784, 1075, 799]
directory-entry: Petersen, Waldemar, Cig.-Arbtr., Vereinsstr. 7, ✉ 6: [1189, 161, 1484, 175]
directory-entry: — Wilh., Tischlermstr., ☎ IV, 2275 Böhmersweg 11, ✉ 17: [1189, 407, 1495, 438]
directory-entry: — R., Korbwaaren, Herrlichkeit 53, ✉ 11, Wohn: Schaarsteinweg 26, ✉ 11: [869, 374, 1154, 405]
directory-entry: — M. A., Lehrer, Bartelsstr. 109, ✉ 6: [549, 718, 764, 733]
directory-entry: ⊙ J. C. F. Petersen, IR, Maschinenbauer, Hallerstr. 40, ✉ 13: [229, 472, 523, 504]
directory-entry: — Rud., Schiffscapitain, Schweinemarkt 47 a, ✉ 7: [869, 636, 1163, 651]
directory-entry: — Wilhelm, Kellner, Fesslerstr. 18, ✉ 22: [1189, 521, 1424, 536]
page-number: 487—II: [1410, 102, 1510, 133]
directory-entry: — Wwe, J. H., Paulinenallee 2, ✉ 19: [229, 1014, 439, 1029]
directory-entry: — R., Hausstandsartikel, ☎ II, 56, Fruchtallee 114, ✉ 19: [869, 407, 1173, 438]
directory-entry: ⊙ J. D. Petersen, IR, Agentur und Commiss., BCto: Nordd. B., Bst: hint. Pf. 17a, ☎ I, 2605, Grimm 7, ✉ 8, Wohn: ☎ II, 2004, Lappenbergsallee 19, ✉ 19. Siehe auch Geschäfts- und Berufszweige (III) unter: Weine (verschiedene) Platzvertreter: [229, 537, 531, 651]
directory-entry: — J. C., Tischler, Schanzenstr. 41a, ✉ 6: [229, 341, 458, 356]
directory-entry: ⊙ Petersen & Alpers, Gesellschaft mit beschränkter Haftung, IR, Dampfschiff-Bugsiergesch. BCto: Vereinsb., Bst: Pf. 31, ☎ I, 14, Baumwall 9, ✉ 11, Geschäftsführer W. Th. Stratmann: [1189, 931, 1481, 1012]
directory-entry: — Frl. Olga, Lehrerin, Tegetthoffstr. 9, ✉ 19: [549, 1112, 808, 1127]
directory-entry: — J. P., Fruchtallee 117, H. 2, ✉ 19: [229, 1342, 434, 1357]
adjacent-page-fragment: r: Pf.: [100, 1864, 132, 1880]
adjacent-page-fragment: litb.,: [101, 1689, 132, 1705]
directory-entry: — Wwe., Wilhelmine, Bleicherei, Steilshoperstr. 62, ✉ 22: [1189, 538, 1493, 569]
directory-entry: — J. J. C., Lehrer, Eimsb. Marktplatz 16, ✉ 19: [229, 1243, 495, 1258]
directory-entry: — Wwe, M., St. G., Langereihe 80, No. 5, ✉ 5: [549, 357, 816, 372]
directory-entry: — Wwe, M., Treseckowstr. 5, ✉ 19: [549, 374, 752, 389]
adjacent-page-fragment: IR,: [112, 1829, 132, 1845]
directory-entry: — Wilh., Desinfector, Brennerstr. 75, ✉ 5: [1189, 325, 1430, 340]
adjacent-page-fragment: 16: [115, 921, 132, 937]
directory-entry: — Nicol., Agentur und Commiss., Adolphsbrücke 3, ✉ 11, Wohn: Brigittenstr. 2, ✉ 4: [549, 997, 852, 1029]
directory-entry: — Wwe, K., Fruchtallee 135, H. 2, ✉ 19: [229, 1571, 462, 1586]
